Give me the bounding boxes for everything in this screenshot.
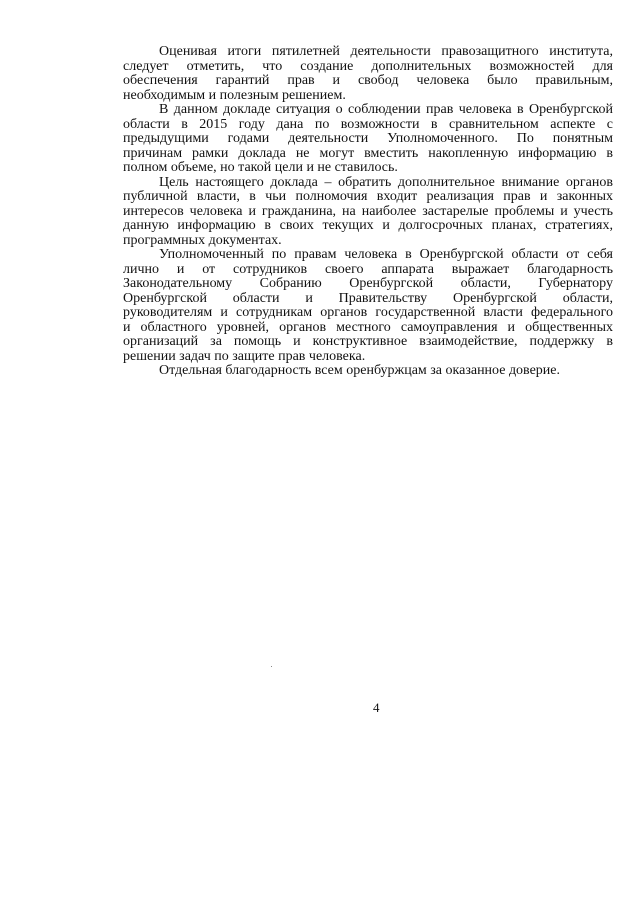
paragraph [123, 248, 613, 364]
scan-speck [271, 666, 272, 667]
page-number: 4 [373, 700, 380, 715]
text-line: программных документах. [123, 232, 282, 248]
text-line: руководителям и сотрудникам органов государственной власти федерального [123, 305, 613, 320]
text-line: В данном докладе ситуация о соблюдении прав человека в Оренбургской [159, 102, 613, 117]
text-line: организаций за помощь и конструктивное взаимодействие, поддержку в [123, 334, 613, 349]
text-line: обеспечения гарантий прав и свобод человека было правильным, [123, 73, 613, 88]
text-line: области в 2015 году дана по возможности в сравнительном аспекте с [123, 116, 613, 132]
text-line: лично и от сотрудников своего аппарата выражает благодарность [123, 261, 613, 277]
text-line: Отдельная благодарность всем оренбуржцам за оказанное доверие. [159, 363, 561, 378]
text-line: Оренбургской области и Правительству Оренбургской области, [123, 290, 613, 306]
text-line: причинам рамки доклада не могут вместить накопленную информацию в [123, 145, 613, 161]
text-line: следует отметить, что создание дополнительных возможностей для [123, 58, 613, 74]
text-line: предыдущими годами деятельности Уполномоченного. По понятным [123, 131, 613, 146]
text-line: Уполномоченный по правам человека в Оренбургской области от себя [159, 247, 613, 262]
text-line: Оценивая итоги пятилетней деятельности правозащитного института, [159, 44, 613, 59]
paragraph [123, 176, 613, 249]
text-line: интересов человека и гражданина, на наиболее застарелые проблемы и учесть [123, 203, 613, 219]
text-line: и областного уровней, органов местного самоуправления и общественных [123, 319, 613, 335]
paragraph [123, 364, 613, 379]
text-line: Цель настоящего доклада – обратить дополнительное внимание органов [159, 174, 613, 190]
text-line: решении задач по защите прав человека. [123, 348, 366, 364]
text-line: данную информацию в своих текущих и долгосрочных планах, стратегиях, [123, 218, 613, 233]
text-line: публичной власти, в чьи полномочия входит реализация прав и законных [123, 189, 613, 204]
paragraph [123, 45, 613, 103]
paragraph [123, 103, 613, 176]
document-body [123, 45, 613, 379]
text-line: Законодательному Собранию Оренбургской области, Губернатору [123, 276, 613, 291]
text-line: полном объеме, но такой цели и не ставилось. [123, 160, 398, 175]
text-line: необходимым и полезным решением. [123, 87, 346, 103]
